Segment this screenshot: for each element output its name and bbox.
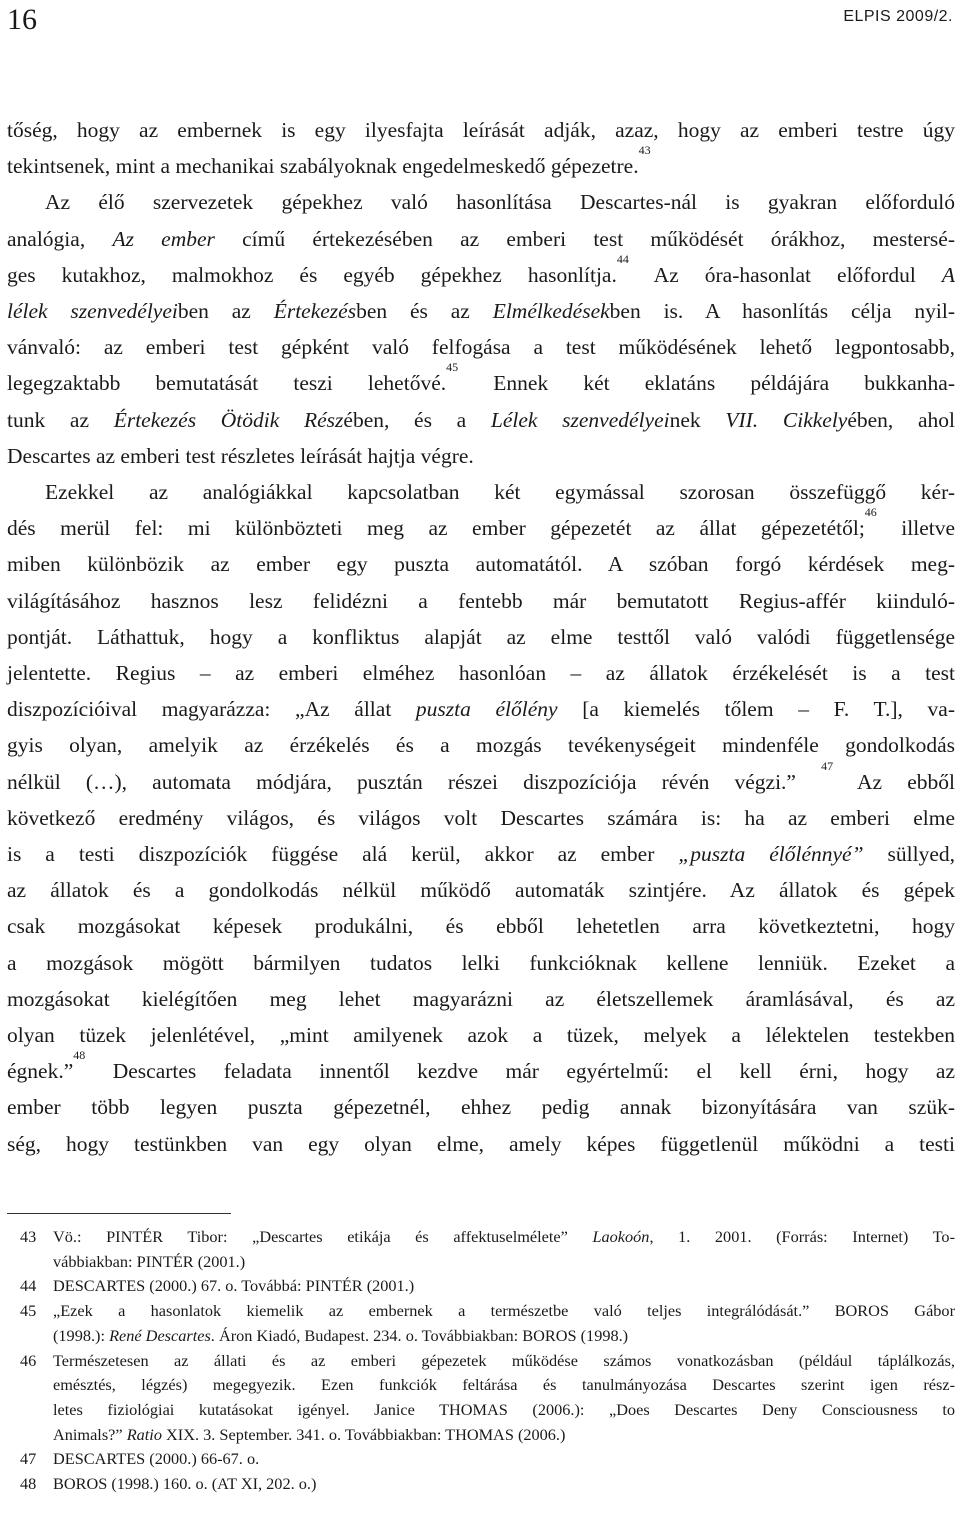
body-line: ség, hogy testünkben van egy olyan elme, amely képes függetlenül működni a testi <box>7 1131 955 1156</box>
body-line: a mozgások mögött bármilyen tudatos lelki funkcióknak kellene lenniük. Ezeket a <box>7 950 955 975</box>
body-line: lélek szenvedélyeiben az Értekezésben és az Elmélkedésekben is. A hasonlítás célja nyil- <box>7 299 955 324</box>
footnote-text <box>53 1349 955 1448</box>
footnote-number: 44 <box>20 1276 37 1296</box>
body-line: Descartes az emberi test részletes leírását hajtja végre. <box>7 443 474 468</box>
footnote-line: DESCARTES (2000.) 67. o. Továbbá: PINTÉR (2001.) <box>53 1276 415 1296</box>
footnote <box>20 1274 955 1299</box>
footnote-text <box>53 1447 955 1472</box>
footnote-line: emésztés, légzés) megegyezik. Ezen funkciók feltárása és tanulmányozása Descartes szerint igen rész- <box>53 1375 955 1395</box>
footnote <box>20 1299 955 1348</box>
footnote-number: 47 <box>20 1449 37 1469</box>
body-line: jelentette. Regius – az emberi elméhez hasonlóan – az állatok érzékelését is a test <box>7 661 955 686</box>
footnote-line: (1998.): René Descartes. Áron Kiadó, Budapest. 234. o. Továbbiakban: BOROS (1998.) <box>53 1325 629 1345</box>
footnote <box>20 1447 955 1472</box>
footnote-line: DESCARTES (2000.) 66-67. o. <box>53 1449 260 1469</box>
footnote-line: Animals?” Ratio XIX. 3. September. 341. o. Továbbiakban: THOMAS (2006.) <box>53 1424 566 1444</box>
body-line: Ezekkel az analógiákkal kapcsolatban két egymással szorosan összefüggő kér- <box>45 480 955 505</box>
footnote-line: „Ezek a hasonlatok kiemelik az embernek a természetbe való teljes integrálódását.” BOROS Gábor <box>53 1301 955 1321</box>
footnote-line: BOROS (1998.) 160. o. (AT XI, 202. o.) <box>53 1474 317 1494</box>
footnote-line: vábbiakban: PINTÉR (2001.) <box>53 1251 246 1271</box>
footnote-text <box>53 1274 955 1299</box>
body-line: is a testi diszpozíciók függése alá kerül, akkor az ember „puszta élőlénnyé” süllyed, <box>7 842 955 867</box>
footnote-text <box>53 1299 955 1348</box>
body-line: legegzaktabb bemutatását teszi lehetővé.$^{45}$ Ennek két eklatáns példájára bukkanha- <box>7 360 955 396</box>
body-line: tőség, hogy az embernek is egy ilyesfajta leírását adják, azaz, hogy az emberi testre úgy <box>7 118 955 142</box>
footnote-line: Vö.: PINTÉR Tibor: „Descartes etikája és affektuselmélete” Laokoón, 1. 2001. (Forrás: Internet) To- <box>53 1227 955 1246</box>
footnotes <box>20 1225 955 1497</box>
footnote-text <box>53 1225 955 1274</box>
footnote-number: 45 <box>20 1301 37 1321</box>
page-header <box>0 0 960 40</box>
page-number: 16 <box>7 3 37 36</box>
body-line: tunk az Értekezés Ötödik Részében, és a Lélek szenvedélyeinek VII. Cikkelyében, ahol <box>7 407 956 432</box>
footnote-number: 48 <box>20 1474 37 1494</box>
body-line: analógia, Az ember című értekezésében az emberi test működését órákhoz, mestersé- <box>7 226 955 251</box>
footnote-number: 43 <box>20 1227 37 1246</box>
body-line: diszpozícióival magyarázza: „Az állat puszta élőlény [a kiemelés tőlem – F. T.], va- <box>7 697 955 722</box>
body-line: pontját. Láthattuk, hogy a konfliktus alapját az elme testtől való valódi függetlensége <box>7 624 955 649</box>
body-line: mozgásokat kielégítően meg lehet magyarázni az életszellemek áramlásával, és az <box>7 986 955 1011</box>
footnote <box>20 1225 955 1274</box>
body-line: dés merül fel: mi különbözteti meg az ember gépezetét az állat gépezetétől;$^{46}$ illetve <box>7 505 956 541</box>
footnote-line: letes fiziológiai kutatásokat igényel. Janice THOMAS (2006.): „Does Descartes Deny Consciousness to <box>53 1399 955 1419</box>
body-line: miben különbözik az ember egy puszta automatától. A szóban forgó kérdések meg- <box>7 552 955 577</box>
body-line: gyis olyan, amelyik az érzékelés és a mozgás tevékenységeit mindenféle gondolkodás <box>7 733 955 758</box>
journal-title: ELPIS 2009/2. <box>843 8 953 25</box>
body-line: vánvaló: az emberi test gépként való felfogása a test működésének lehető legpontosabb, <box>7 335 955 360</box>
footnote-divider <box>7 1213 231 1214</box>
body-line: ges kutakhoz, malmokhoz és egyéb gépekhez hasonlítja.$^{44}$ Az óra-hasonlat előfordul A <box>7 251 955 287</box>
body-line: ember több legyen puszta gépezetnél, ehhez pedig annak bizonyítására van szük- <box>7 1095 955 1120</box>
body-line: következő eredmény világos, és világos volt Descartes számára is: ha az emberi elme <box>7 805 955 830</box>
body-line: olyan tüzek jelenlétével, „mint amilyenek azok a tüzek, melyek a lélektelen testekben <box>7 1023 955 1048</box>
footnote <box>20 1349 955 1448</box>
body-line: tekintsenek, mint a mechanikai szabályoknak engedelmeskedő gépezetre.$^{43}$ <box>7 143 651 179</box>
body-line: csak mozgásokat képesek produkálni, és ebből lehetetlen arra következtetni, hogy <box>7 914 955 939</box>
footnote-text <box>53 1472 955 1497</box>
body-text <box>7 112 955 1162</box>
body-line: nélkül (…), automata módjára, pusztán részei diszpozíciója révén végzi.” $^{47}$ Az ebből <box>7 758 955 794</box>
footnote-line: Természetesen az állati és az emberi gépezetek működése számos vonatkozásban (például táplálkozás, <box>53 1350 955 1370</box>
body-line: Az élő szervezetek gépekhez való hasonlítása Descartes-nál is gyakran előforduló <box>45 190 955 215</box>
body-line: világításához hasznos lesz felidézni a fentebb már bemutatott Regius-affér kiinduló- <box>7 588 955 613</box>
footnote-number: 46 <box>20 1350 37 1370</box>
footnote <box>20 1472 955 1497</box>
body-line: az állatok és a gondolkodás nélkül működő automaták szintjére. Az állatok és gépek <box>7 878 955 903</box>
body-line: égnek.”$^{48}$ Descartes feladata innentől kezdve már egyértelmű: el kell érni, hogy az <box>7 1048 955 1084</box>
